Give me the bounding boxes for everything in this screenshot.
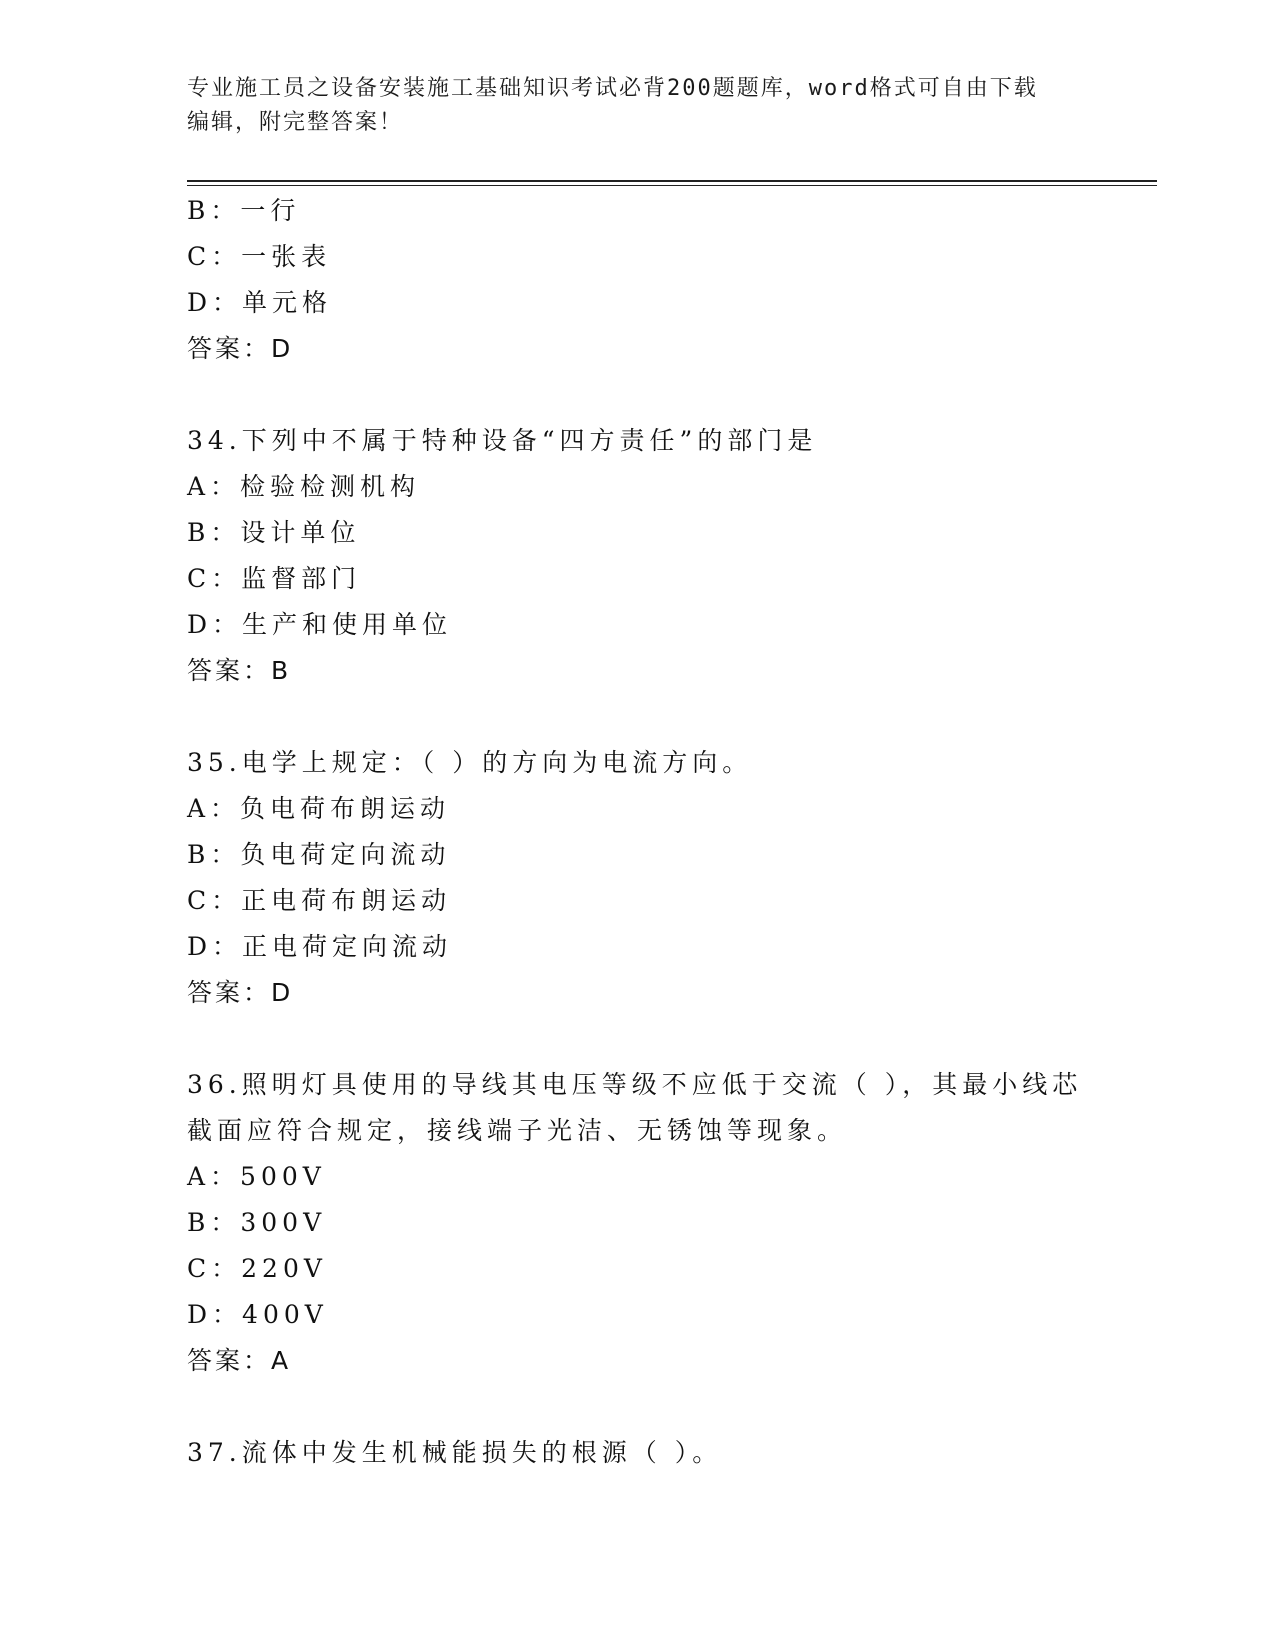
option-b: B：300V (187, 1208, 327, 1237)
question-block-34 (187, 418, 1087, 694)
question-block-33 (187, 188, 1087, 372)
document-header (187, 72, 1087, 140)
option-b: B：一行 (187, 196, 301, 225)
question-list (187, 188, 1087, 1476)
option-a: A：负电荷布朗运动 (187, 794, 451, 823)
question-block-35 (187, 740, 1087, 1016)
option-c: C：一张表 (187, 242, 332, 271)
answer-line: 答案：D (187, 334, 294, 363)
question-text: 35.电学上规定：（ ）的方向为电流方向。 (187, 748, 753, 777)
option-a: A：500V (187, 1162, 326, 1191)
header-divider-thin (187, 185, 1157, 186)
spacer (187, 1016, 1087, 1062)
option-c: C：监督部门 (187, 564, 362, 593)
option-d: D：单元格 (187, 288, 333, 317)
spacer (187, 1384, 1087, 1430)
option-d: D：400V (187, 1300, 328, 1329)
option-c: C：220V (187, 1254, 327, 1283)
option-c: C：正电荷布朗运动 (187, 886, 452, 915)
header-divider-thick (187, 180, 1157, 182)
option-b: B：设计单位 (187, 518, 361, 547)
question-block-37 (187, 1430, 1087, 1476)
header-title-line-2: 编辑，附完整答案！ (187, 110, 404, 135)
answer-line: 答案：D (187, 978, 294, 1007)
question-block-36 (187, 1062, 1087, 1384)
option-d: D：正电荷定向流动 (187, 932, 453, 961)
question-text: 37.流体中发生机械能损失的根源（ ）。 (187, 1438, 723, 1467)
spacer (187, 694, 1087, 740)
question-text-line-1: 36.照明灯具使用的导线其电压等级不应低于交流（ ），其最小线芯 (187, 1070, 1083, 1099)
answer-line: 答案：A (187, 1346, 292, 1375)
header-title-line-1: 专业施工员之设备安装施工基础知识考试必背200题题库，word格式可自由下载 (187, 76, 1038, 101)
spacer (187, 372, 1087, 418)
option-a: A：检验检测机构 (187, 472, 421, 501)
question-text-line-2: 截面应符合规定，接线端子光洁、无锈蚀等现象。 (187, 1116, 848, 1145)
option-d: D：生产和使用单位 (187, 610, 453, 639)
answer-line: 答案：B (187, 656, 292, 685)
question-text: 34.下列中不属于特种设备“四方责任”的部门是 (187, 426, 818, 455)
option-b: B：负电荷定向流动 (187, 840, 451, 869)
